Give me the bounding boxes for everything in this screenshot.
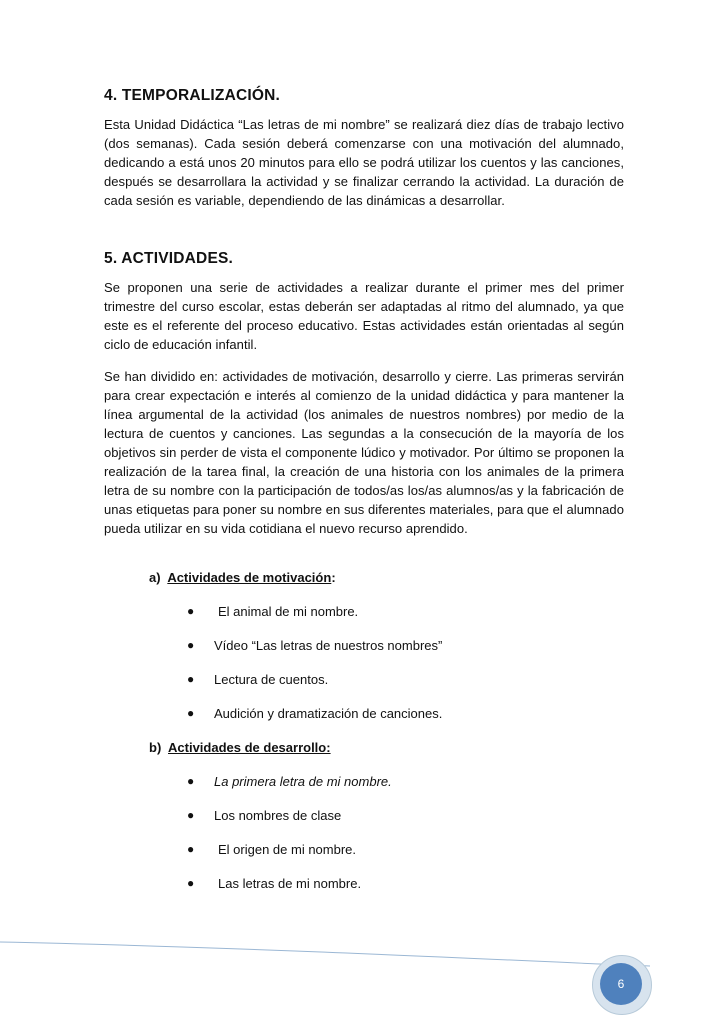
subheading-desarrollo-prefix: b) [149, 740, 169, 755]
bullet-icon: ● [187, 876, 195, 890]
paragraph-temporalizacion: Esta Unidad Didáctica “Las letras de mi nombre” se realizará diez días de trabajo lectivo (dos semanas). Cada sesión deberá comenzarse con una motivación del alumnado, dedicando a está unos 20 minutos para ello se podrá utilizar los cuentos y las canciones, después se desarrollara la actividad y se finalizar cerrando la actividad. La duración de cada sesión es variable, dependiendo de las dinámicas a desarrollar. [104, 117, 624, 208]
bullet-icon: ● [187, 842, 195, 856]
section-heading-actividades: 5. ACTIVIDADES. [104, 250, 234, 267]
subheading-desarrollo-label: Actividades de desarrollo: [168, 740, 331, 755]
list-desarrollo [0, 772, 624, 893]
subheading-motivacion-suffix: : [331, 570, 336, 585]
section-heading-temporalizacion: 4. TEMPORALIZACIÓN. [104, 87, 281, 104]
subheading-motivacion-prefix: a) [149, 570, 168, 585]
list-item: ● El animal de mi nombre. [187, 604, 359, 619]
bullet-icon: ● [187, 604, 195, 618]
paragraph-actividades-2: Se han dividido en: actividades de motivación, desarrollo y cierre. Las primeras servirán para crear expectación e interés al comienzo de la unidad didáctica y para mantener la línea argumental de la actividad (los animales de nuestros nombres) por medio de la lectura de cuentos y canciones. Las segundas a la consecución de la mayoría de los objetivos sin perder de vista el componente lúdico y motivador. Por último se proponen la realización de la tarea final, la creación de una historia con los animales de la primera letra de su nombre con la participación de todos/as los/as alumnos/as y la fabricación de unas etiquetas para poner su nombre en sus diferentes materiales, para que el alumnado pueda utilizar en su vida cotidiana el nuevo recurso aprendido. [104, 369, 624, 536]
bullet-icon: ● [187, 774, 195, 788]
list-item: ● Lectura de cuentos. [187, 672, 329, 687]
bullet-icon: ● [187, 706, 195, 720]
list-item: ● La primera letra de mi nombre. [187, 774, 392, 789]
page-number: 6 [617, 977, 625, 991]
bullet-icon: ● [187, 638, 195, 652]
list-item: ● Audición y dramatización de canciones. [187, 706, 443, 721]
list-item: ● El origen de mi nombre. [187, 842, 357, 857]
subheading-motivacion-label: Actividades de motivación [167, 570, 332, 585]
paragraph-actividades-1: Se proponen una serie de actividades a realizar durante el primer mes del primer trimestre del curso escolar, estas deberán ser adaptadas al ritmo del alumnado, ya que este es el referente del proceso educativo. Estas actividades están orientadas al según ciclo de educación infantil. [104, 280, 624, 352]
list-motivacion [0, 602, 624, 723]
list-item: ● Los nombres de clase [187, 808, 342, 823]
subheading-desarrollo [149, 738, 624, 757]
list-item: ● Vídeo “Las letras de nuestros nombres” [187, 638, 443, 653]
page-number-badge [600, 963, 642, 1005]
page-content [104, 86, 624, 908]
subheading-motivacion [149, 568, 624, 587]
list-item: ● Las letras de mi nombre. [187, 876, 362, 891]
bullet-icon: ● [187, 808, 195, 822]
bullet-icon: ● [187, 672, 195, 686]
